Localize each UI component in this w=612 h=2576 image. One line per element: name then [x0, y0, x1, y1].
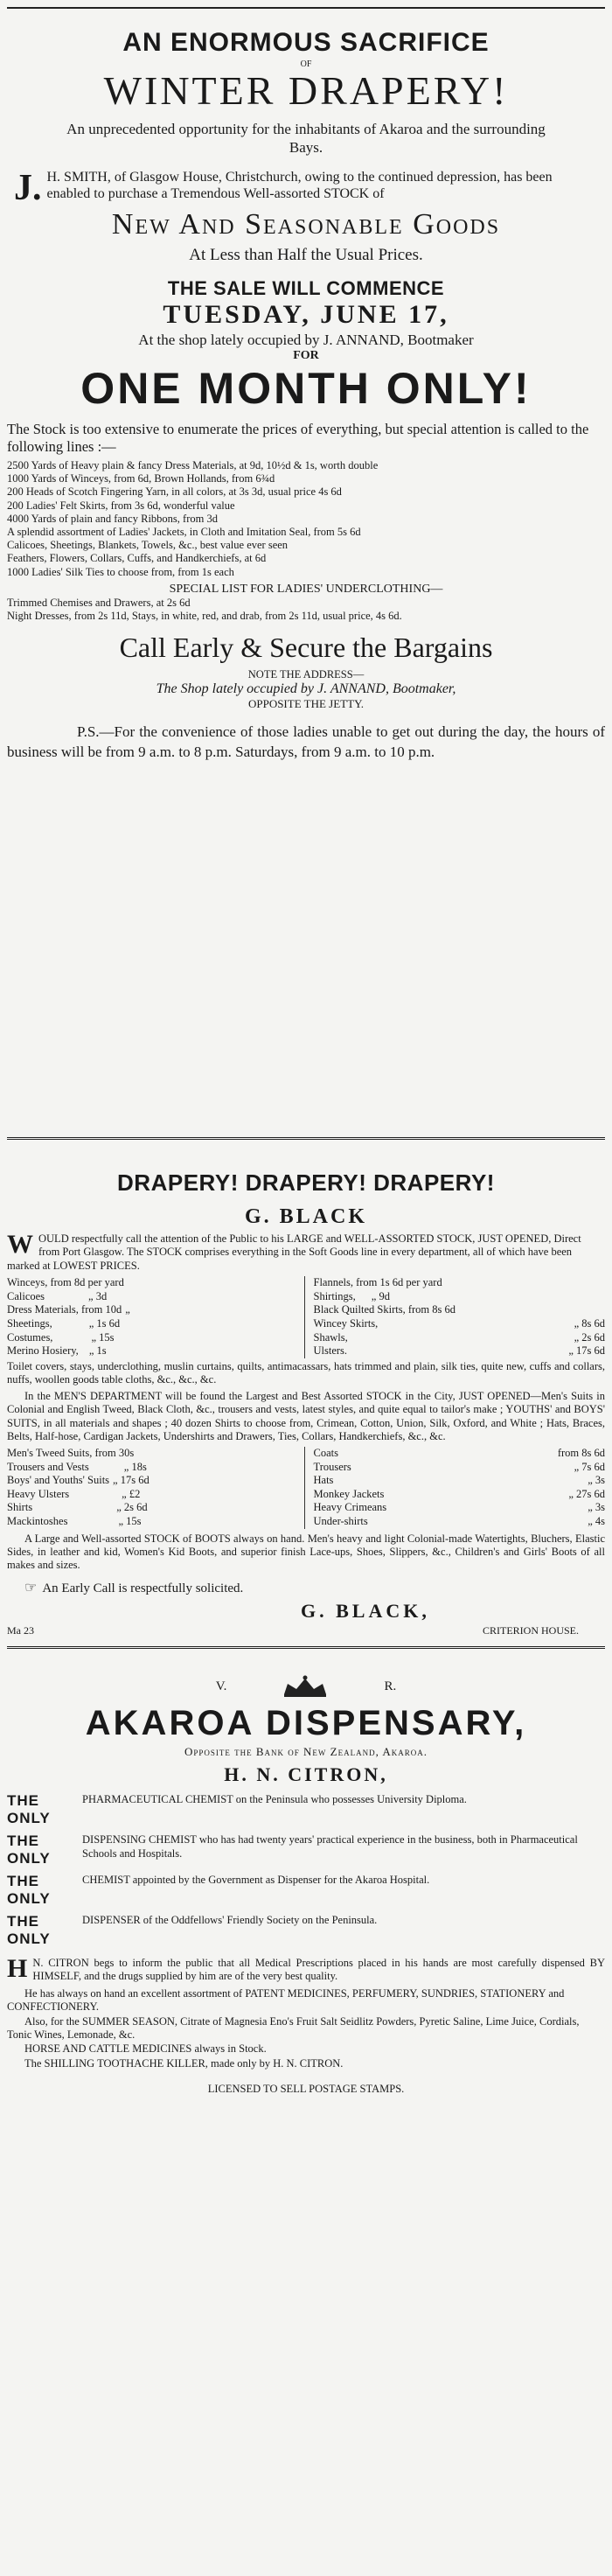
one-month-only: ONE MONTH ONLY!: [80, 364, 532, 413]
item-name: Heavy Ulsters: [7, 1487, 70, 1500]
licensed-line: LICENSED TO SELL POSTAGE STAMPS.: [207, 2083, 405, 2096]
footer-line: [7, 1624, 605, 1637]
item-name: Trousers: [313, 1460, 351, 1473]
sale-commence: THE SALE WILL COMMENCE: [167, 277, 445, 299]
ps-paragraph: P.S.—For the convenience of those ladies unable to get out during the day, the hours of business will be from 9 a.m. to 8 p.m. Saturdays, from 9 a.m. to 10 p.m.: [7, 723, 605, 761]
stock-line: Calicoes, Sheetings, Blankets, Towels, &c., best value ever seen: [7, 539, 289, 552]
intro-text: An unprecedented opportunity for the inhabitants of Akaroa and the surrounding Bays.: [66, 121, 546, 156]
opposite-jetty: OPPOSITE THE JETTY.: [247, 697, 365, 711]
item-name: Trousers and Vests: [7, 1460, 89, 1473]
g-black-name: G. BLACK: [244, 1205, 367, 1228]
the-only-tag: THE ONLY: [7, 1873, 51, 1907]
item-price: „ 3d: [88, 1289, 108, 1302]
price-row: [7, 1331, 299, 1345]
stock-line: 200 Heads of Scotch Fingering Yarn, in all colors, at 3s 3d, usual price 4s 6d: [7, 485, 342, 499]
item-price: [124, 1276, 299, 1290]
price-row: [314, 1515, 606, 1529]
stock-line: 2500 Yards of Heavy plain & fancy Dress Materials, at 9d, 10½d & 1s, worth double: [7, 459, 379, 471]
item-name: Shawls,: [313, 1330, 348, 1344]
citron-name: H. N. CITRON,: [224, 1763, 388, 1785]
item-name: Coats: [313, 1447, 338, 1459]
item-price: „ 4s: [588, 1514, 605, 1527]
only-item: [7, 1913, 605, 1948]
for-word: FOR: [293, 349, 319, 362]
price-row: [314, 1290, 606, 1304]
black-intro: [7, 1232, 605, 1273]
item-price: [134, 1447, 298, 1461]
only-text: PHARMACEUTICAL CHEMIST on the Peninsula who possesses University Diploma.: [82, 1793, 467, 1805]
special-list-heading: SPECIAL LIST FOR LADIES' UNDERCLOTHING—: [169, 582, 443, 596]
the-only-tag: THE ONLY: [7, 1792, 51, 1826]
shilling-line: The SHILLING TOOTHACHE KILLER, made only by H. N. CITRON.: [24, 2056, 344, 2070]
price-row: [7, 1317, 299, 1331]
dropcap-h: H: [7, 1954, 28, 1983]
only-item: [7, 1873, 605, 1908]
item-price: „ 1s 6d: [88, 1317, 121, 1330]
note-address: NOTE THE ADDRESS—: [247, 668, 365, 681]
item-price: „ 1s: [88, 1344, 107, 1358]
stock-line: 200 Ladies' Felt Skirts, from 3s 6d, wonderful value: [7, 499, 235, 512]
criterion-house: CRITERION HOUSE.: [483, 1624, 579, 1637]
shop-italic: The Shop lately occupied by J. ANNAND, Bootmaker,: [156, 681, 456, 697]
summer-paragraph: Also, for the SUMMER SEASON, Citrate of Magnesia Eno's Fruit Salt Seidlitz Powders, Pyretic Saline, Lime Juice, Cordials, Tonic Wines, Lemonade, &c.: [7, 2015, 580, 2042]
item-price: „ 2s 6d: [574, 1330, 605, 1344]
item-name: Heavy Crimeans: [313, 1501, 387, 1514]
item-name: Under-shirts: [313, 1514, 368, 1527]
item-name: Ulsters.: [313, 1344, 348, 1358]
item-price: „ 2s 6d: [116, 1501, 148, 1514]
black-intro-text: OULD respectfully call the attention of the Public to his LARGE and WELL-ASSORTED STOCK, JUST OPENED, Direct from Port Glasgow. The STOCK comprises everything in the Soft Goods line in every department, all of which have been marked at LOWEST PRICES.: [7, 1232, 581, 1272]
item-price: „ 9d: [371, 1289, 390, 1302]
section-rule: [7, 1137, 605, 1140]
price-row: [314, 1461, 606, 1475]
item-name: Hats: [313, 1474, 334, 1487]
price-row: [7, 1276, 299, 1290]
item-price: „ 3s: [588, 1501, 605, 1514]
price-row: [314, 1447, 606, 1461]
item-name: Sheetings,: [7, 1317, 52, 1330]
under-line: Night Dresses, from 2s 11d, Stays, in white, red, and drab, from 2s 11d, usual price, 4s 6d.: [7, 610, 402, 623]
price-row: [7, 1447, 299, 1461]
only-item: [7, 1833, 605, 1867]
item-price: „ 15s: [91, 1330, 115, 1344]
dropcap-w: W: [7, 1230, 33, 1259]
item-name: Black Quilted Skirts, from 8s 6d: [313, 1303, 456, 1316]
item-price: „ 8s 6d: [574, 1317, 605, 1330]
item-price: [442, 1276, 605, 1290]
item-name: Shirtings,: [313, 1289, 356, 1302]
item-price: „ 3s: [588, 1474, 605, 1487]
citron-text: N. CITRON begs to inform the public that all Medical Prescriptions placed in his hands are most carefully dispensed BY HIMSELF, and the drugs supplied by him are of the very best quality.: [32, 1957, 605, 1983]
mens-price-columns: [7, 1447, 605, 1529]
only-text: DISPENSING CHEMIST who has had twenty years' practical experience in the business, both in Pharmaceutical Schools and Hospitals.: [82, 1833, 578, 1860]
dropcap-j: J.: [14, 168, 42, 208]
call-early-heading: Call Early & Secure the Bargains: [119, 632, 493, 664]
half-price-line: At Less than Half the Usual Prices.: [189, 246, 423, 264]
price-row: [314, 1474, 606, 1488]
goods-left-column: [7, 1276, 305, 1358]
item-name: Men's Tweed Suits, from 30s: [7, 1447, 135, 1459]
stock-line: 1000 Ladies' Silk Ties to choose from, from 1s each: [7, 565, 234, 578]
price-row: [7, 1461, 299, 1475]
price-row: [314, 1344, 606, 1358]
section-rule: [7, 1646, 605, 1649]
price-row: [7, 1290, 299, 1304]
price-row: [7, 1344, 299, 1358]
cipher-v: V.: [215, 1679, 227, 1693]
item-price: „ 17s 6d: [568, 1344, 605, 1358]
price-row: [7, 1474, 299, 1488]
item-name: Mackintoshes: [7, 1514, 68, 1527]
the-only-tag: THE ONLY: [7, 1833, 51, 1867]
price-row: [7, 1303, 299, 1317]
drapery-headline: DRAPERY! DRAPERY! DRAPERY!: [117, 1169, 495, 1196]
shop-line: At the shop lately occupied by J. ANNAND, Bootmaker: [138, 332, 474, 348]
only-text: DISPENSER of the Oddfellows' Friendly Society on the Peninsula.: [82, 1914, 378, 1926]
crown-icon: [279, 1675, 331, 1698]
citron-paragraph: [7, 1954, 605, 1984]
item-name: Shirts: [7, 1501, 33, 1514]
date-code: Ma 23: [7, 1624, 34, 1637]
the-only-tag: THE ONLY: [7, 1913, 51, 1947]
price-row: [314, 1276, 606, 1290]
of-word: OF: [300, 59, 312, 69]
item-price: „ 7s 6d: [574, 1460, 605, 1473]
mens-right-column: [305, 1447, 606, 1529]
stock-line: A splendid assortment of Ladies' Jackets, in Cloth and Imitation Seal, from 5s 6d: [7, 526, 361, 539]
only-item: [7, 1792, 605, 1827]
winter-drapery-title: WINTER DRAPERY!: [103, 68, 509, 113]
item-name: Flannels, from 1s 6d per yard: [313, 1276, 442, 1289]
only-text: CHEMIST appointed by the Government as Dispenser for the Akaroa Hospital.: [82, 1874, 430, 1886]
item-name: Winceys, from 8d per yard: [7, 1276, 124, 1289]
toilet-paragraph: Toilet covers, stays, underclothing, muslin curtains, quilts, antimacassars, hats trimmed and plain, silk ties, quite new, cuffs and collars, nuffs, woollen goods table cloths, &c., &c., &c.: [7, 1359, 605, 1386]
item-name: Dress Materials, from 10d: [7, 1303, 122, 1316]
under-line: Trimmed Chemises and Drawers, at 2s 6d: [7, 596, 191, 609]
stock-intro: The Stock is too extensive to enumerate the prices of everything, but special attention is called to the following lines :—: [7, 421, 589, 455]
item-name: Boys' and Youths' Suits: [7, 1474, 110, 1487]
item-price: from 8s 6d: [557, 1447, 605, 1459]
underclothing-lines: [7, 597, 605, 623]
item-name: Monkey Jackets: [313, 1487, 385, 1500]
item-name: Calicoes: [7, 1289, 45, 1302]
mens-paragraph: In the MEN'S DEPARTMENT will be found the Largest and Best Assorted STOCK in the City, JUST OPENED—Men's Suits in Colonial and English Tweed, Black Cloth, &c., trousers and vests, latest styles, and quite equal to tailor's make ; YOUTHS' and BOYS' SUITS, in all materials and shapes ; 40 dozen Shirts to choose from, Crimean, Cotton, Union, Silk, Oxford, and White ; Hats, Braces, Belts, Half-hose, Cardigan Jackets, Undershirts and Drawers, Ties, Collars, Handkerchiefs, &c., &c.: [7, 1390, 605, 1442]
item-price: [456, 1303, 605, 1317]
item-price: „ 27s 6d: [568, 1487, 605, 1500]
g-black-signature: G. BLACK,: [301, 1600, 430, 1623]
mens-left-column: [7, 1447, 305, 1529]
smith-paragraph: [7, 168, 605, 208]
price-row: [314, 1317, 606, 1331]
horse-line: HORSE AND CATTLE MEDICINES always in Stock.: [24, 2042, 267, 2055]
pointing-hand-icon: ☞: [24, 1581, 38, 1596]
goods-right-column: [305, 1276, 606, 1358]
item-price: „ £2: [122, 1487, 141, 1500]
stock-line: Feathers, Flowers, Collars, Cuffs, and Handkerchiefs, at 6d: [7, 552, 267, 565]
boots-paragraph: A Large and Well-assorted STOCK of BOOTS always on hand. Men's heavy and light Colonial-made Watertights, Bluchers, Elastic Sides, in leather and kid, Women's Kid Boots, and superior finish Lace-ups, Shoes, Slippers, &c., Children's and Girls' Boots of all makes and sizes.: [7, 1532, 605, 1571]
g-black-advert: [7, 1137, 605, 1646]
price-row: [7, 1515, 299, 1529]
dispensary-title: AKAROA DISPENSARY,: [85, 1704, 527, 1742]
stock-lines: [7, 459, 605, 579]
item-price: „ 15s: [118, 1514, 142, 1527]
item-price: „ 17s 6d: [113, 1474, 150, 1487]
price-row: [314, 1303, 606, 1317]
stock-line: 4000 Yards of plain and fancy Ribbons, from 3d: [7, 512, 218, 525]
price-row: [314, 1501, 606, 1515]
akaroa-dispensary-advert: [7, 1646, 605, 2576]
item-name: Costumes,: [7, 1330, 53, 1344]
opposite-bank: Opposite the Bank of New Zealand, Akaroa.: [184, 1745, 428, 1758]
price-row: [314, 1331, 606, 1345]
early-call-line: [7, 1579, 605, 1596]
item-name: Merino Hosiery,: [7, 1344, 79, 1358]
item-name: Wincey Skirts,: [313, 1317, 379, 1330]
patent-paragraph: He has always on hand an excellent assortment of PATENT MEDICINES, PERFUMERY, SUNDRIES, STATIONERY and CONFECTIONERY.: [7, 1986, 565, 2014]
new-goods-heading: New And Seasonable Goods: [111, 208, 501, 241]
price-row: [7, 1501, 299, 1515]
headline: AN ENORMOUS SACRIFICE: [122, 28, 490, 57]
royal-cipher: [7, 1675, 605, 1698]
smith-text: H. SMITH, of Glasgow House, Christchurch, owing to the continued depression, has been enabled to purchase a Tremendous Well-assorted STOCK of: [46, 170, 553, 201]
item-price: „ 18s: [123, 1460, 147, 1473]
top-rule: [7, 7, 605, 9]
early-call-text: An Early Call is respectfully solicited.: [42, 1581, 244, 1596]
stock-line: 1000 Yards of Winceys, from 6d, Brown Hollands, from 6¾d: [7, 472, 275, 485]
price-row: [314, 1488, 606, 1502]
sale-date: TUESDAY, JUNE 17,: [163, 300, 449, 329]
goods-price-columns: [7, 1276, 605, 1358]
winter-drapery-advert: [7, 0, 605, 1137]
item-price: „: [125, 1303, 130, 1316]
cipher-r: R.: [384, 1679, 397, 1693]
price-row: [7, 1488, 299, 1502]
